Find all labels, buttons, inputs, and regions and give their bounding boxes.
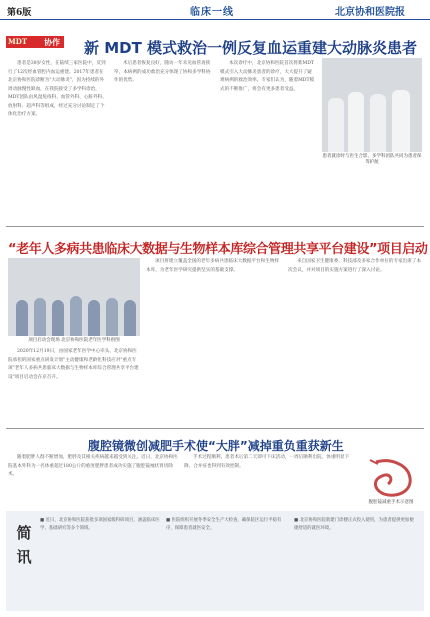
header-rule <box>0 19 430 20</box>
story1-col2 <box>114 60 214 220</box>
story3-paragraph: 手术过程顺利，患者术后第二天即可下床活动，一周后顺利出院，体重明显下降，合并症也得到有效控制。 <box>184 455 350 469</box>
page-number: 第6版 <box>7 8 32 18</box>
story1-headline: 新 MDT 模式救治一例反复血运重建大动脉炎患者 <box>84 39 418 57</box>
story1-paragraph: 患者是38岁女性，在陆续三家医院中，反到行了12次经血管腔内血运重建。2017年患者在北京协和医院诊断为"大动脉炎"，因为持续的外周动脉慢性缺血，在我院接受了多学科诊治，MDT团队由风湿免疫科、血管外科、心脏外科、放射科、超声科等组成，经过充分讨论制定了个体化治疗方案。 <box>8 61 107 117</box>
story3-col1 <box>8 454 178 506</box>
story2-paragraph: 来自国家卫生健康委、科技部及多家合作单位的专家出席了本次会议，并对项目的实施方案进行了深入讨论。 <box>288 259 422 273</box>
briefs-col2 <box>166 517 286 609</box>
brief-item: ■ 医院组织开展冬季安全生产大检查，确保院区运行平稳有序，保障患者就医安全。 <box>166 518 282 531</box>
divider <box>6 226 424 227</box>
briefs-col1 <box>40 517 160 609</box>
story1-col3 <box>220 60 316 220</box>
tag-prefix: MDT <box>8 37 28 46</box>
story2-headline: “老年人多病共患临床大数据与生物样本库综合管理共享平台建设”项目启动 <box>8 242 428 257</box>
story2-col3 <box>288 258 422 424</box>
story3-paragraph: 随着肥胖人群不断增加，肥胖及其相关疾病越来越受到关注。近日，北京协和医院基本外科为一名体重超过180公斤的重度肥胖患者成功实施了腹腔镜袖状胃切除术。 <box>8 455 178 477</box>
section-tag <box>6 36 64 48</box>
story1-photo <box>322 58 422 152</box>
story2-col1 <box>8 348 140 424</box>
section-title: 临床一线 <box>190 7 234 18</box>
story2-paragraph: 项目将建立覆盖全国的老年多病共患临床大数据平台和生物样本库，为老年医学研究提供坚实的基础支撑。 <box>146 259 280 273</box>
page-header <box>0 0 430 22</box>
story2-photo <box>8 258 140 336</box>
briefs-box <box>6 511 424 611</box>
story2-col2 <box>146 258 282 424</box>
divider <box>6 428 424 429</box>
story1-paragraph: 术后患者恢复良好，随访一年未见血管再狭窄，本病例的成功救治充分体现了协和多学科协作的优势。 <box>114 61 211 83</box>
story2-paragraph: 2020年12月19日，由国家老年医学中心牵头、北京协和医院承担的国家重点研发计划"主动健康和老龄化科技应对"重点专项"老年人多病共患临床大数据与生物样本库综合管理共享平台建设"项目启动会在京召开。 <box>8 349 139 380</box>
newspaper-logo: 北京协和医院报 <box>335 7 405 18</box>
brief-item: ■ 近日，北京协和医院获批多项国家级科研项目，涵盖临床医学、基础研究等多个领域。 <box>40 518 160 531</box>
story1-paragraph: 本次诊疗中，北京协和医院首次将新MDT模式引入大动脉炎患者的诊疗，大大提升了疑难病例的救治效率。专家们认为，随着MDT模式的不断推广，将会有更多患者受益。 <box>220 61 315 92</box>
tag-label: 协作 <box>44 37 60 47</box>
story1-photo-caption: 患者就诊时与医生合影，多学科团队共同为患者保驾护航 <box>322 154 422 165</box>
stomach-illustration <box>360 454 424 502</box>
briefs-col3 <box>294 517 418 609</box>
briefs-label: 简讯 <box>16 524 32 566</box>
story3-headline: 腹腔镜微创减肥手术使“大胖”减掉重负重获新生 <box>88 439 344 453</box>
story3-illus-caption: 腹腔镜减重手术示意图 <box>368 500 414 505</box>
story3-col2 <box>184 454 354 506</box>
story1-col1 <box>8 60 108 208</box>
brief-item: ■ 北京协和医院新建门诊楼正式投入使用，为患者提供更加便捷舒适的就医环境。 <box>294 518 414 531</box>
story2-photo-caption: 项目启动会现场 北京协和医院老年医学科供图 <box>28 338 120 343</box>
